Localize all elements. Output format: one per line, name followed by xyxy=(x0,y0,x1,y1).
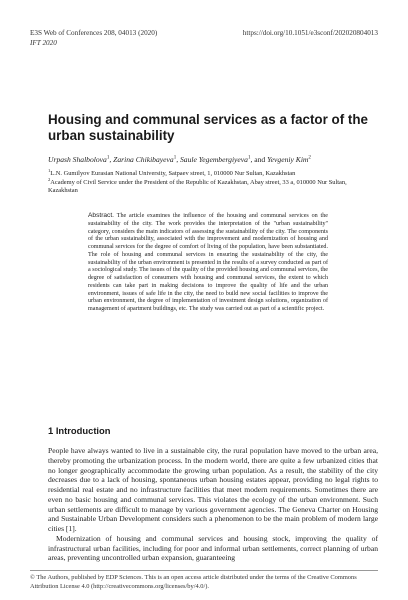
conference-name: IFT 2020 xyxy=(30,39,57,47)
journal-citation: E3S Web of Conferences 208, 04013 (2020) xyxy=(30,29,158,37)
doi-link[interactable]: https://doi.org/10.1051/e3sconf/202020804013 xyxy=(242,29,378,37)
author-affiliation-mark: 1 xyxy=(173,155,177,161)
author-affiliation-mark: 2 xyxy=(308,155,311,161)
author-affiliation-mark: 1 xyxy=(247,155,251,161)
affiliation-mark: 1 xyxy=(48,167,51,173)
author-list xyxy=(48,155,378,165)
author-separator: , and xyxy=(250,155,268,164)
paragraph: Modernization of housing and communal services and housing stock, improving the quality of infrastructural urban facilities, including for poor and informal urban settlements, correct planning of urban areas, preventing uncontrolled urban expansion, guaranteeing xyxy=(48,533,378,563)
affiliation-mark: 2 xyxy=(48,176,51,182)
author-name: Zarina Chikibayeva xyxy=(113,155,174,164)
paper-title: Housing and communal services as a factor of the urban sustainability xyxy=(48,112,368,143)
page-header xyxy=(30,28,378,48)
license-footer: © The Authors, published by EDP Sciences. This is an open access article distributed under the terms of the Creative Commons Attribution License 4.0 (http://creativecommons.org/licenses/by/4.0/). xyxy=(30,574,357,590)
affiliation-text: L.N. Gumilyov Eurasian National University, Satpaev street, 1, 010000 Nur Sultan, Kazakhstan xyxy=(50,170,296,177)
abstract-text: The article examines the influence of the housing and communal services on the sustainability of the city. The work provides the interpretation of the "urban sustainability" category, considers the main indicators of assessing the sustainability of the city. The components of the urban sustainability, associated with the improvement and modernization of housing and communal services for the degree of comfort of living of the population, have been substantiated. The role of housing and communal services in ensuring the sustainability of the city, the sustainability of the urban environment is presented in the results of a survey conducted as part of a sociological study. The issues of the quality of the provided housing and communal services, the degree of satisfaction of consumers with housing and communal services, the extent to which residents can take part in making decisions to improve the quality of life and the urban environment, issues of safe life in the city, the need to build new social facilities to improve the urban environment, the degree of implementation of investment design solutions, organization of management of apartment buildings, etc. The study was carried out as part of a scientific project. xyxy=(88,213,328,312)
author-affiliation-mark: 1 xyxy=(106,155,110,161)
author-name: Urpash Shalbolova xyxy=(48,155,107,164)
author-name: Saule Yegembergiyeva xyxy=(179,155,248,164)
affiliation-list xyxy=(48,167,368,196)
affiliation xyxy=(48,167,368,182)
paragraph: People have always wanted to live in a sustainable city, the rural population have moved to the urban area, thereby promoting the urbanization process. In the modern world, there are quite a few urbanized cities that no longer geographically accommodate the growing urban population. As a result, the stability of the city decreases due to a lack of housing, spontaneous urban housing estates appear, providing no legal rights to residential real estate and no infrastructure facilities that meet modern requirements. Sometimes there are even no basic housing and communal services. This violates the ecology of the urban environment. Such urban settlements are difficult to manage by various government agencies. The Geneva Charter on Housing and Sustainable Urban Development considers such a phenomenon to be the main problem of modern large cities [1]. xyxy=(48,446,378,533)
author-name: Yevgeniy Kim xyxy=(267,155,309,164)
author-separator: , xyxy=(109,155,114,164)
section-heading: 1 Introduction xyxy=(48,425,111,436)
body-text xyxy=(48,446,378,563)
author-separator: , xyxy=(176,155,180,164)
affiliation xyxy=(48,176,368,196)
footer-divider xyxy=(30,570,378,571)
abstract-label: Abstract. xyxy=(88,212,115,219)
affiliation-text: Academy of Civil Service under the President of the Republic of Kazakhstan, Abay street, 33 a, 010000 Nur Sultan, Kazakhstan xyxy=(48,178,347,195)
abstract xyxy=(88,212,328,314)
